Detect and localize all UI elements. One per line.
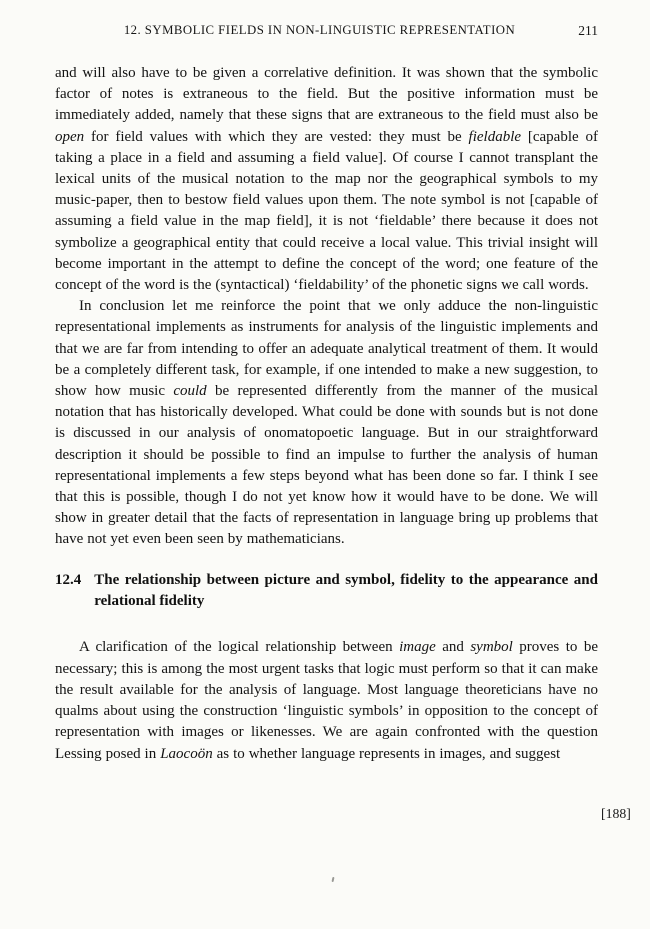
- running-head-title: 12. SYMBOLIC FIELDS IN NON-LINGUISTIC REPRESENTATION: [123, 23, 516, 37]
- section-heading: [55, 570, 598, 613]
- section-heading-number: 12.4: [55, 571, 82, 588]
- paragraph: In conclusion let me reinforce the point that we only adduce the non-linguistic representational implements as instruments for analysis of the linguistic implements and that we are far from intending to offer an adequate analytical treatment of them. It would be a completely different task, for example, if one intended to make a new suggestion, to show how music could be represented differently from the manner of the musical notation that has historically developed. What could be done with sounds but is not done is discussed in our analysis of onomatopoetic language. But in our straightforward description it should be possible to find an impulse to further the analysis of human representational implements a few steps beyond what has been done so far. I think I see that this is possible, though I do not yet know how it would have to be done. We will show in greater detail that the facts of representation in language bring up problems that have not yet even been seen by mathematicians.: [55, 298, 598, 548]
- text-column: [55, 63, 598, 765]
- section-heading-text: The relationship between picture and symbol, fidelity to the appearance and relational fidelity: [94, 571, 598, 610]
- paragraph: A clarification of the logical relationship between image and symbol proves to be necessary; this is among the most urgent tasks that logic must perform so that it can make the result available for the analysis of language. Most language theoreticians have no qualms about using the construction ‘linguistic symbols’ in opposition to the concept of representation with images or likenesses. We are again confronted with the question Lessing posed in Laocoön as to whether language represents in images, and suggest: [55, 639, 599, 762]
- page-number: 211: [578, 23, 598, 38]
- running-head: [55, 23, 598, 43]
- margin-note: [188]: [601, 806, 631, 821]
- stray-ink-mark: [332, 877, 335, 882]
- paragraph: and will also have to be given a correlative definition. It was shown that the symbolic factor of notes is extraneous to the field. But the positive information must be immediately added, namely that these signs that are extraneous to the field must also be open for field values with which they are vested: they must be fieldable [capable of taking a place in a field and assuming a field value]. Of course I cannot transplant the lexical units of the musical notation to the map nor the geographical symbols to my music-paper, then to bestow field values upon them. The note symbol is not [capable of assuming a field value in the map field], it is not ‘fieldable’ there because it does not symbolize a geographical entity that could receive a local value. This trivial insight will become important in the attempt to define the concept of the word; one feature of the concept of the word is the (syntactical) ‘fieldability’ of the phonetic signs we call words.: [55, 65, 598, 294]
